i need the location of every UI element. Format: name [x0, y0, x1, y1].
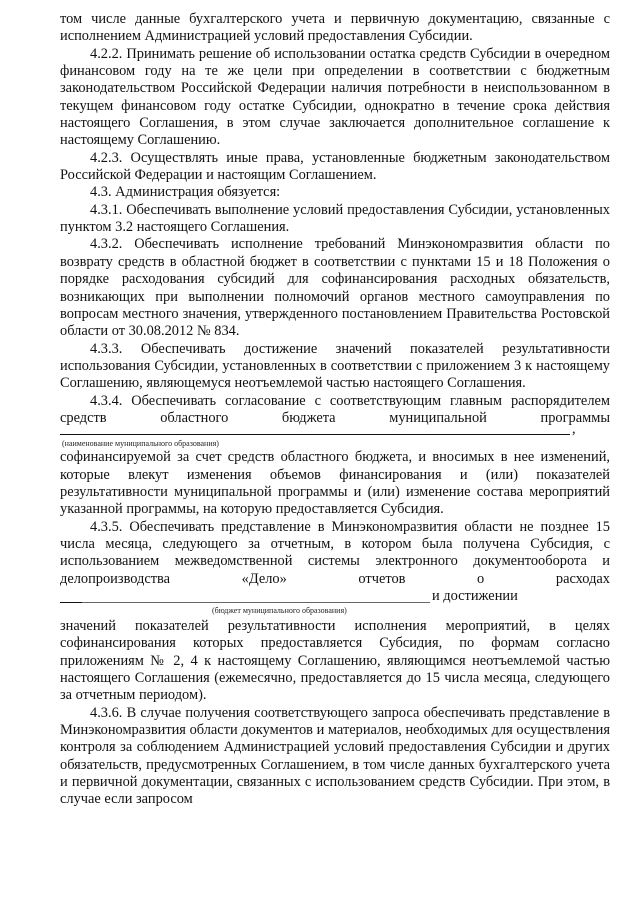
paragraph-continuation: том числе данные бухгалтерского учета и первичную документацию, связанные с исполнением Администрацией условий предоставления Субсидии. [60, 11, 610, 45]
fill-in-line-municipality [60, 421, 610, 439]
underline [60, 434, 570, 435]
paragraph-4-3-5: 4.3.5. Обеспечивать представление в Минэкономразвития области не позднее 15 числа месяца, следующего за отчетным, в котором была получена Субсидия, с использованием межведомственной системы электронного документооборота и делопроизводства «Дело» отчетов о расходах [60, 518, 610, 587]
paragraph-4-3-4-continued: софинансируемой за счет средств областного бюджета, и вносимых в нее изменений, которые влекут изменения объемов финансирования и (или) показателей результативности муниципальной программы и (или) изменение состава мероприятий указанной программы, на которую предоставляется Субсидия. [60, 449, 610, 518]
caption-municipality-name: (наименование муниципального образования) [62, 439, 219, 449]
inline-text: и достижении [432, 588, 518, 604]
paragraph-4-3-4: 4.3.4. Обеспечивать согласование с соответствующим главным распорядителем средств областного бюджета муниципальной программы [60, 392, 610, 426]
caption-municipal-budget: (бюджет муниципального образования) [212, 606, 347, 615]
paragraph-4-3: 4.3. Администрация обязуется: [90, 184, 281, 201]
comma: , [572, 421, 576, 438]
paragraph-4-3-5-continued: значений показателей результативности исполнения мероприятий, в целях софинансирования которых предоставляется Субсидия, по формам согласно приложениям № 2, 4 к настоящему Соглашению, являющимся неотъемлемой частью настоящего Соглашения (ежемесячно, предоставляется до 15 числа месяца, следующего за отчетным периодом). [60, 618, 610, 704]
paragraph-4-2-2: 4.2.2. Принимать решение об использовании остатка средств Субсидии в очередном финансовом году на те же цели при определении в соответствии с бюджетным законодательством Российской Федерации наличия потребности в неиспользованном в текущем финансовом году остатке Субсидии, однократно в течение срока действия настоящего Соглашения, в этом случае заключается дополнительное соглашение к настоящему Соглашению. [60, 45, 610, 149]
underline-dark [60, 602, 82, 603]
underline [82, 602, 430, 603]
paragraph-4-3-2: 4.3.2. Обеспечивать исполнение требований Минэкономразвития области по возврату средств в областной бюджет в соответствии с пунктами 15 и 18 Положения о порядке расходования субсидий для софинансирования расходных обязательств, возникающих при выполнении полномочий органов местного самоуправления по вопросам местного значения, утвержденного постановлением Правительства Ростовской области от 30.08.2012 № 834. [60, 236, 610, 340]
fill-in-line-budget [60, 588, 610, 606]
paragraph-4-3-6: 4.3.6. В случае получения соответствующего запроса обеспечивать представление в Минэкономразвития области документов и материалов, необходимых для осуществления контроля за соблюдением Администрацией условий предоставления Субсидии и других обязательств, предусмотренных Соглашением, в том числе данных бухгалтерского учета и первичной документации, связанных с использованием средств Субсидии. При этом, в случае если запросом [60, 704, 610, 808]
paragraph-4-2-3: 4.2.3. Осуществлять иные права, установленные бюджетным законодательством Российской Федерации и настоящим Соглашением. [60, 149, 610, 184]
paragraph-4-3-3: 4.3.3. Обеспечивать достижение значений показателей результативности использования Субсидии, установленных в соответствии с приложением 3 к настоящему Соглашению, являющемуся неотъемлемой частью настоящего Соглашения. [60, 340, 610, 392]
paragraph-4-3-1: 4.3.1. Обеспечивать выполнение условий предоставления Субсидии, установленных пунктом 3.2 настоящего Соглашения. [60, 201, 610, 236]
